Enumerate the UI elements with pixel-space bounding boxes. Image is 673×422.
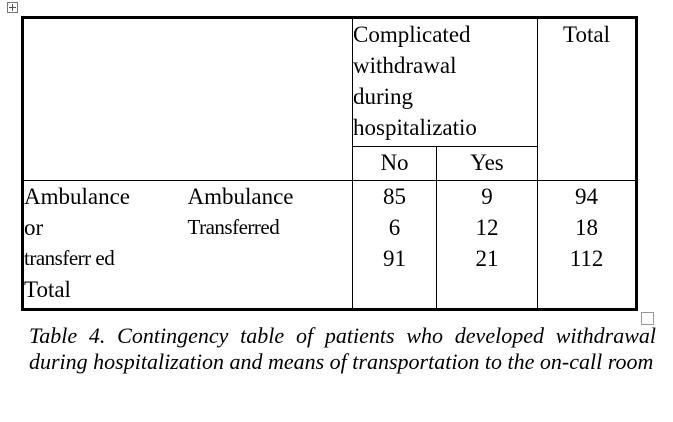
yes-values-cell <box>437 181 538 310</box>
total-value-transferred: 18 <box>575 215 599 240</box>
no-value-transferred: 6 <box>388 215 401 240</box>
empty-subheader-cell <box>23 147 353 181</box>
category-transferred: Transferred <box>187 215 280 239</box>
row-label-or: or <box>24 215 44 240</box>
total-column-header: Total <box>538 18 637 181</box>
table-caption: Table 4. Contingency table of patients who developed withdrawal during hospitalization and means of transportation to the on-call room <box>29 323 656 374</box>
row-label-ambulance: Ambulance <box>24 184 131 209</box>
table-move-handle-icon[interactable] <box>7 2 18 13</box>
row-label-transferred: transferr ed <box>24 246 115 270</box>
no-column-header: No <box>353 147 437 181</box>
total-value-grand: 112 <box>569 246 604 271</box>
no-values-cell <box>353 181 437 310</box>
contingency-table <box>21 16 638 311</box>
group-label-line-4: hospitalizatio <box>353 115 477 140</box>
row-label-group <box>23 181 188 310</box>
row-category-group <box>188 181 353 310</box>
yes-value-total: 21 <box>475 246 499 271</box>
group-label-line-3: during <box>353 84 414 109</box>
yes-column-header: Yes <box>437 147 538 181</box>
empty-header-cell <box>23 18 353 147</box>
yes-value-ambulance: 9 <box>481 184 493 209</box>
no-value-ambulance: 85 <box>383 184 406 209</box>
total-value-ambulance: 94 <box>575 184 599 209</box>
yes-value-transferred: 12 <box>475 215 499 240</box>
row-label-total: Total <box>24 277 71 302</box>
group-label-line-1: Complicated <box>353 22 471 47</box>
category-ambulance: Ambulance <box>187 184 294 209</box>
no-value-total: 91 <box>383 246 406 271</box>
complicated-withdrawal-header <box>353 18 538 147</box>
total-values-cell <box>538 181 637 310</box>
group-label-line-2: withdrawal <box>353 53 457 78</box>
